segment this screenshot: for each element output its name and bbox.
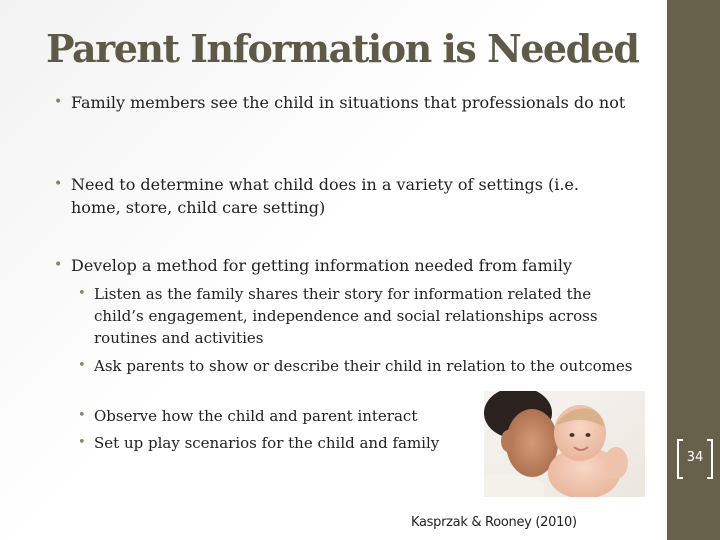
sub-bullet-text: Set up play scenarios for the child and family: [94, 434, 440, 452]
sub-bullet-dot-icon: •: [78, 435, 86, 450]
sub-bullet-text: Observe how the child and parent interact: [94, 407, 418, 425]
sub-bullet-dot-icon: •: [78, 358, 86, 373]
page-number: 34: [686, 450, 704, 465]
bullet-dot-icon: •: [54, 257, 63, 273]
bullet-item: [54, 91, 631, 114]
slide-title: Parent Information is Needed: [46, 26, 639, 71]
bullet-text: Develop a method for getting information needed from family: [71, 256, 573, 275]
citation: Kasprzak & Rooney (2010): [411, 515, 577, 530]
sub-bullet-text: Ask parents to show or describe their child in relation to the outcomes: [94, 357, 633, 375]
parent-kissing-baby-photo: [484, 391, 645, 497]
bullet-dot-icon: •: [54, 94, 63, 110]
page-number-badge: [675, 437, 715, 481]
bullet-dot-icon: •: [54, 176, 63, 192]
sub-bullet-text: Listen as the family shares their story for information related the child’s engagement, independence and social relationships across routines and activities: [94, 285, 598, 347]
bullet-text: Need to determine what child does in a variety of settings (i.e. home, store, child care setting): [71, 175, 579, 217]
sub-bullet-item: [78, 355, 634, 377]
bullet-item: [54, 173, 631, 219]
sub-bullet-item: [78, 283, 634, 349]
sub-bullet-dot-icon: •: [78, 286, 86, 301]
bullet-text: Family members see the child in situations that professionals do not: [71, 93, 626, 112]
sub-bullet-dot-icon: •: [78, 408, 86, 423]
bullet-item: [54, 254, 631, 277]
